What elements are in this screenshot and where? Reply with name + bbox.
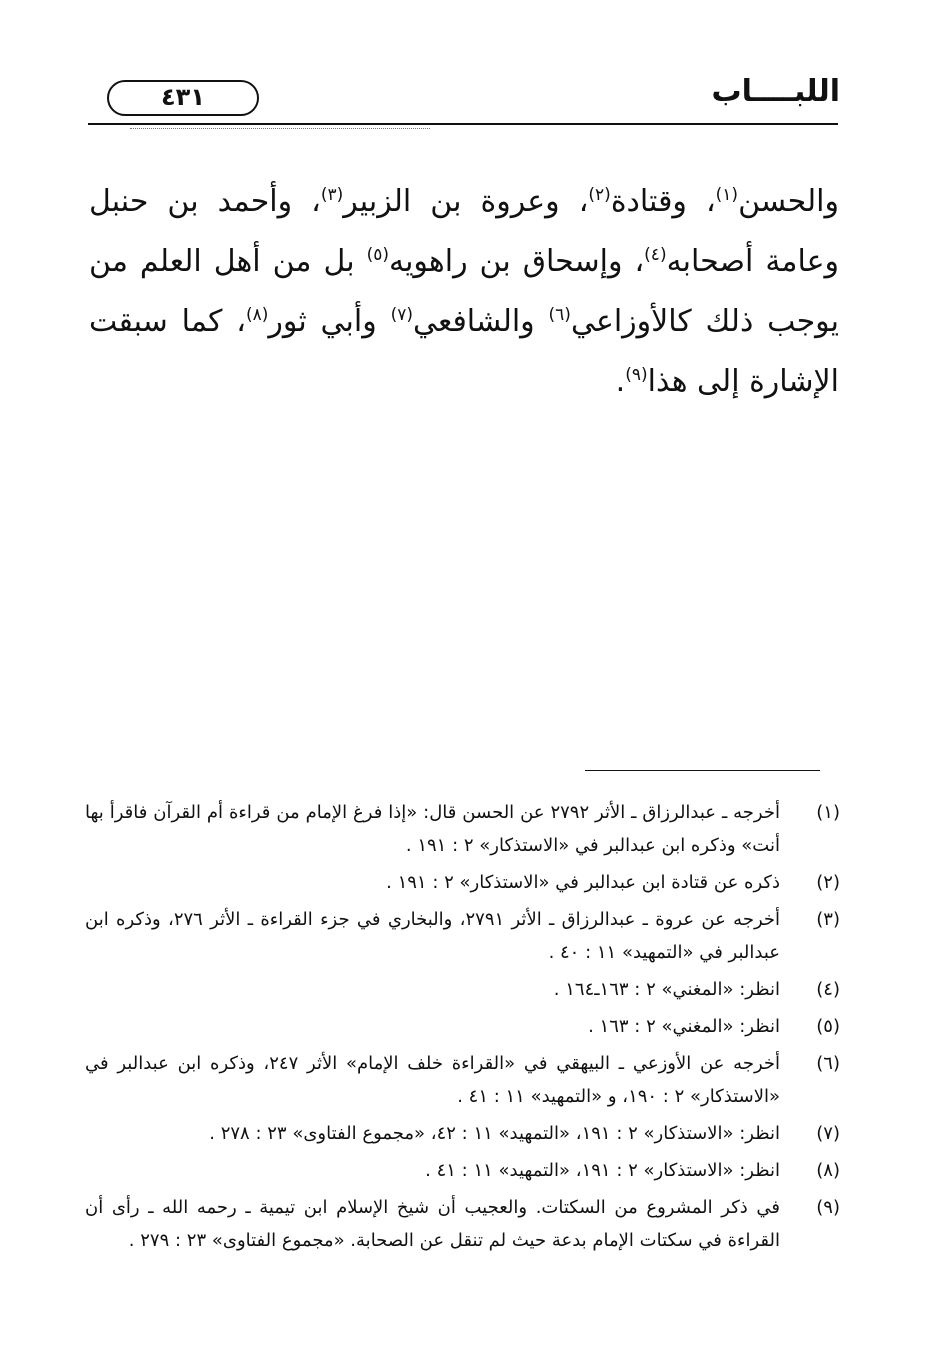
page-header — [85, 66, 840, 122]
footnote-ref: (٩) — [625, 365, 648, 385]
footnote-ref: (٥) — [366, 245, 389, 265]
footnote-text: أخرجه ـ عبدالرزاق ـ الأثر ٢٧٩٢ عن الحسن قال: «إذا فرغ الإمام من قراءة أم القرآن فاقرأ بها أنت» وذكره ابن عبدالبر في «الاستذكار» ٢ : ١٩١ . — [85, 802, 780, 856]
footnote-item — [85, 866, 840, 899]
body-text-segment: والشافعي — [412, 304, 549, 339]
footnote-text: أخرجه عن عروة ـ عبدالرزاق ـ الأثر ٢٧٩١، والبخاري في جزء القراءة ـ الأثر ٢٧٦، وذكره ابن عبدالبر في «التمهيد» ١١ : ٤٠ . — [85, 909, 781, 963]
body-text-segment: وأبي ثور — [268, 304, 391, 339]
footnote-ref: (٨) — [245, 305, 269, 325]
body-paragraph — [89, 172, 839, 412]
footnote-number: (٤) — [816, 979, 840, 1000]
footnote-ref: (٦) — [548, 305, 571, 325]
footnote-separator — [585, 770, 820, 771]
body-text-segment: ، وإسحاق بن راهويه — [388, 244, 645, 279]
footnote-number: (٥) — [816, 1016, 840, 1037]
body-text-segment: ، كما سبقت الإشارة إلى هذا — [89, 304, 839, 399]
footnote-ref: (١) — [715, 185, 739, 205]
footnote-number: (١) — [816, 802, 840, 823]
body-text-segment: ، وقتادة — [610, 184, 716, 219]
footnote-item — [85, 1191, 840, 1257]
body-text-segment: والحسن — [738, 184, 839, 219]
footnote-number: (٩) — [816, 1197, 840, 1218]
running-title: اللبــــاب — [711, 74, 840, 109]
footnote-text: أخرجه عن الأوزعي ـ البيهقي في «القراءة خلف الإمام» الأثر ٢٤٧، وذكره ابن عبدالبر في «الاستذكار» ٢ : ١٩٠، و «التمهيد» ١١ : ٤١ . — [85, 1053, 780, 1107]
body-text-segment: . — [615, 364, 626, 399]
footnote-ref: (٤) — [644, 245, 667, 265]
footnote-item — [85, 1010, 840, 1043]
footnote-number: (٦) — [816, 1053, 840, 1074]
footnote-text: في ذكر المشروع من السكتات. والعجيب أن شيخ الإسلام ابن تيمية ـ رحمه الله ـ رأى أن القراءة في سكتات الإمام بدعة حيث لم تنقل عن الصحابة. «مجموع الفتاوى» ٢٣ : ٢٧٩ . — [85, 1197, 780, 1251]
footnote-text: انظر: «الاستذكار» ٢ : ١٩١، «التمهيد» ١١ : ٤١ . — [425, 1160, 780, 1181]
header-dotted-rule — [130, 128, 430, 129]
footnote-number: (٨) — [816, 1160, 840, 1181]
footnote-item — [85, 796, 840, 862]
footnote-number: (٢) — [816, 872, 840, 893]
footnote-ref: (٢) — [588, 185, 611, 205]
footnote-number: (٧) — [816, 1123, 840, 1144]
footnotes — [85, 796, 840, 1261]
footnote-number: (٣) — [816, 909, 840, 930]
footnote-text: انظر: «المغني» ٢ : ١٦٣ . — [588, 1016, 780, 1037]
footnote-item — [85, 1047, 840, 1113]
footnote-text: انظر: «الاستذكار» ٢ : ١٩١، «التمهيد» ١١ : ٤٢، «مجموع الفتاوى» ٢٣ : ٢٧٨ . — [209, 1123, 780, 1144]
footnote-item — [85, 1154, 840, 1187]
footnote-ref: (٣) — [320, 185, 344, 205]
header-rule — [88, 123, 838, 125]
footnote-item — [85, 1117, 840, 1150]
body-text-segment: ، وأحمد بن حنبل وعامة أصحابه — [89, 184, 839, 279]
footnote-text: انظر: «المغني» ٢ : ١٦٣ـ١٦٤ . — [553, 979, 780, 1000]
body-text-segment: ، وعروة بن الزبير — [343, 184, 589, 219]
footnote-ref: (٧) — [390, 305, 413, 325]
page-number: ٤٣١ — [107, 80, 259, 116]
footnote-item — [85, 973, 840, 1006]
body-text-segment: بل من أهل العلم من يوجب ذلك كالأوزاعي — [89, 244, 839, 339]
footnote-text: ذكره عن قتادة ابن عبدالبر في «الاستذكار» ٢ : ١٩١ . — [386, 872, 780, 893]
footnote-item — [85, 903, 840, 969]
